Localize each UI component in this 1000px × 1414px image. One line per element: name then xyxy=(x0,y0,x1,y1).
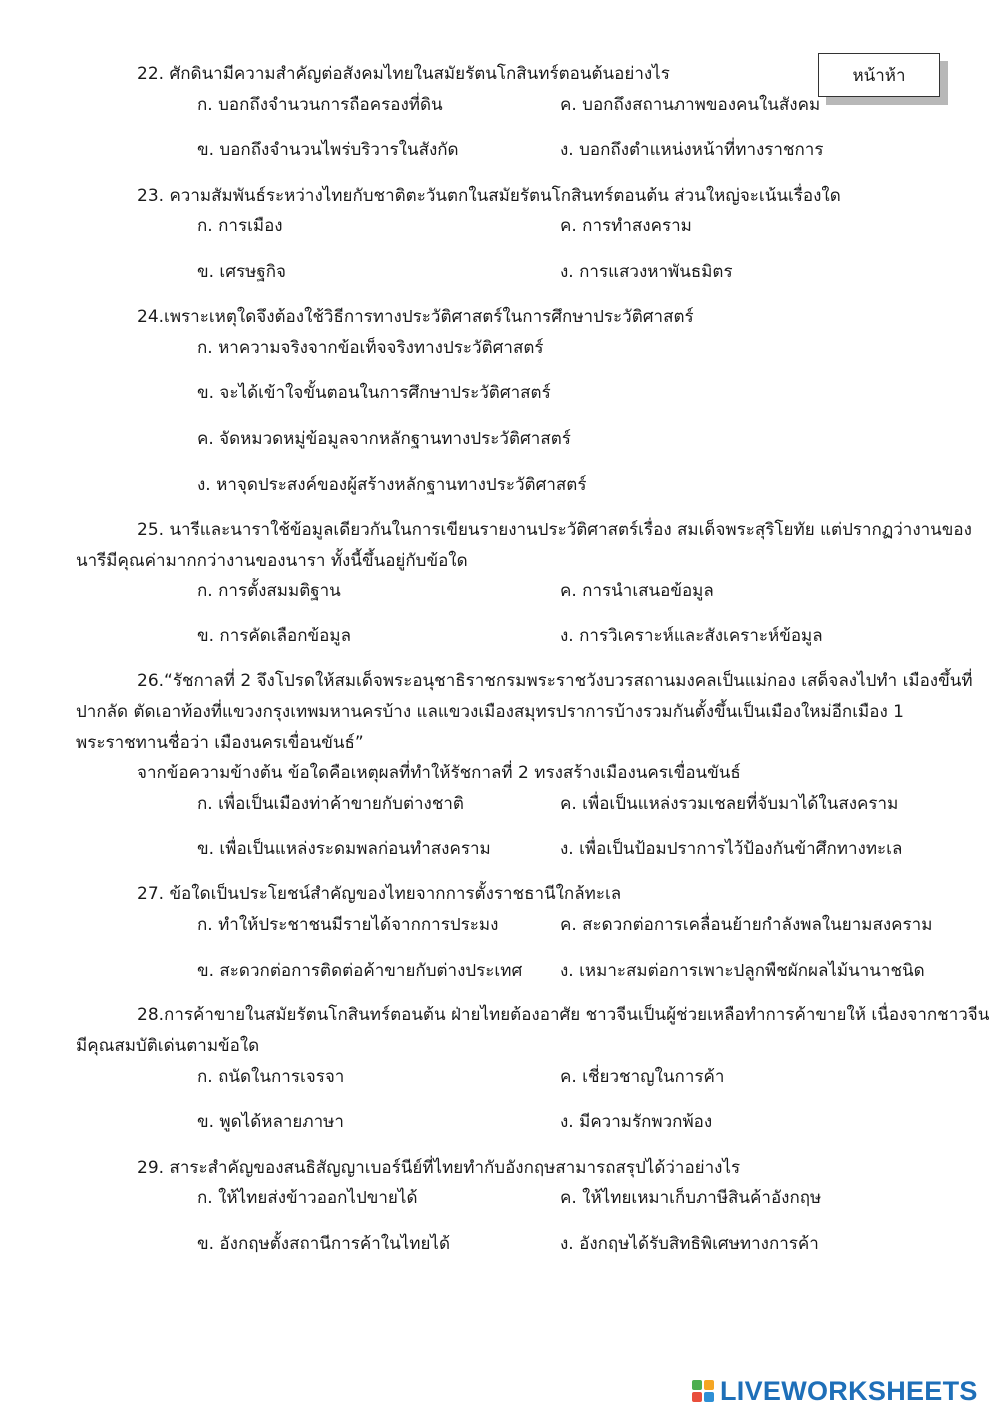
q29-option-d: ง. อังกฤษได้รับสิทธิพิเศษทางการค้า xyxy=(560,1234,819,1254)
question-28-line-1: 28.การค้าขายในสมัยรัตนโกสินทร์ตอนต้น ฝ่ายไทยต้องอาศัย ชาวจีนเป็นผู้ช่วยเหลือทำการค้าขายให้ เนื่องจากชาวจีน xyxy=(137,1005,990,1025)
q24-option-d: ง. หาจุดประสงค์ของผู้สร้างหลักฐานทางประวัติศาสตร์ xyxy=(197,475,587,495)
q23-option-d: ง. การแสวงหาพันธมิตร xyxy=(560,262,733,282)
question-26-line-1: 26.“รัชกาลที่ 2 จึงโปรดให้สมเด็จพระอนุชาธิราชกรมพระราชวังบวรสถานมงคลเป็นแม่กอง เสด็จลงไปทำ เมืองขึ้นที่ xyxy=(137,671,973,691)
q23-option-a: ก. การเมือง xyxy=(197,216,283,236)
q24-option-b: ข. จะได้เข้าใจขั้นตอนในการศึกษาประวัติศาสตร์ xyxy=(197,383,551,403)
q23-option-b: ข. เศรษฐกิจ xyxy=(197,262,287,282)
q22-option-c: ค. บอกถึงสถานภาพของคนในสังคม xyxy=(560,95,821,115)
page-label-box xyxy=(818,53,940,97)
q28-option-d: ง. มีความรักพวกพ้อง xyxy=(560,1112,713,1132)
question-24: 24.เพราะเหตุใดจึงต้องใช้วิธีการทางประวัติศาสตร์ในการศึกษาประวัติศาสตร์ xyxy=(137,307,694,327)
q22-option-a: ก. บอกถึงจำนวนการถือครองที่ดิน xyxy=(197,95,443,115)
q23-option-c: ค. การทำสงคราม xyxy=(560,216,692,236)
question-28-line-2: มีคุณสมบัติเด่นตามข้อใด xyxy=(76,1036,260,1056)
question-26-line-4: จากข้อความข้างต้น ข้อใดคือเหตุผลที่ทำให้รัชกาลที่ 2 ทรงสร้างเมืองนครเขื่อนขันธ์ xyxy=(137,763,741,783)
question-23: 23. ความสัมพันธ์ระหว่างไทยกับชาติตะวันตกในสมัยรัตนโกสินทร์ตอนต้น ส่วนใหญ่จะเน้นเรื่องใด xyxy=(137,186,841,206)
q24-option-a: ก. หาความจริงจากข้อเท็จจริงทางประวัติศาสตร์ xyxy=(197,338,544,358)
question-25-line-2: นารีมีคุณค่ามากกว่างานของนารา ทั้งนี้ขึ้นอยู่กับข้อใด xyxy=(76,551,468,571)
q27-option-b: ข. สะดวกต่อการติดต่อค้าขายกับต่างประเทศ xyxy=(197,961,523,981)
q25-option-b: ข. การคัดเลือกข้อมูล xyxy=(197,626,351,646)
question-26-line-3: พระราชทานชื่อว่า เมืองนครเขื่อนขันธ์” xyxy=(76,733,364,753)
q26-option-d: ง. เพื่อเป็นป้อมปราการไว้ป้องกันข้าศึกทางทะเล xyxy=(560,839,903,859)
q29-option-b: ข. อังกฤษตั้งสถานีการค้าในไทยได้ xyxy=(197,1234,451,1254)
q26-option-c: ค. เพื่อเป็นแหล่งรวมเชลยที่จับมาได้ในสงคราม xyxy=(560,794,899,814)
q28-option-c: ค. เชี่ยวชาญในการค้า xyxy=(560,1067,725,1087)
q22-option-b: ข. บอกถึงจำนวนไพร่บริวารในสังกัด xyxy=(197,140,459,160)
q28-option-a: ก. ถนัดในการเจรจา xyxy=(197,1067,345,1087)
q26-option-a: ก. เพื่อเป็นเมืองท่าค้าขายกับต่างชาติ xyxy=(197,794,464,814)
q28-option-b: ข. พูดได้หลายภาษา xyxy=(197,1112,344,1132)
logo-blocks-icon xyxy=(692,1378,716,1404)
q22-option-d: ง. บอกถึงตำแหน่งหน้าที่ทางราชการ xyxy=(560,140,824,160)
q29-option-c: ค. ให้ไทยเหมาเก็บภาษีสินค้าอังกฤษ xyxy=(560,1188,822,1208)
question-25-line-1: 25. นารีและนาราใช้ข้อมูลเดียวกันในการเขียนรายงานประวัติศาสตร์เรื่อง สมเด็จพระสุริโยทัย แต่ปรากฏว่างานของ xyxy=(137,520,972,540)
q26-option-b: ข. เพื่อเป็นแหล่งระดมพลก่อนทำสงคราม xyxy=(197,839,491,859)
q29-option-a: ก. ให้ไทยส่งข้าวออกไปขายได้ xyxy=(197,1188,418,1208)
q27-option-a: ก. ทำให้ประชาชนมีรายได้จากการประมง xyxy=(197,915,499,935)
question-29: 29. สาระสำคัญของสนธิสัญญาเบอร์นีย์ที่ไทยทำกับอังกฤษสามารถสรุปได้ว่าอย่างไร xyxy=(137,1158,741,1178)
question-26-line-2: ปากลัด ตัดเอาท้องที่แขวงกรุงเทพมหานครบ้าง แลแขวงเมืองสมุทรปราการบ้างรวมกันตั้งขึ้นเป็นเมืองใหม่อีกเมือง 1 xyxy=(76,702,904,722)
q27-option-c: ค. สะดวกต่อการเคลื่อนย้ายกำลังพลในยามสงคราม xyxy=(560,915,933,935)
brand-name: LIVEWORKSHEETS xyxy=(720,1375,978,1406)
q25-option-a: ก. การตั้งสมมติฐาน xyxy=(197,581,341,601)
q25-option-d: ง. การวิเคราะห์และสังเคราะห์ข้อมูล xyxy=(560,626,823,646)
q27-option-d: ง. เหมาะสมต่อการเพาะปลูกพืชผักผลไม้นานาชนิด xyxy=(560,961,925,981)
q25-option-c: ค. การนำเสนอข้อมูล xyxy=(560,581,714,601)
page-label: หน้าห้า xyxy=(852,65,906,86)
liveworksheets-logo xyxy=(692,1374,978,1408)
question-27: 27. ข้อใดเป็นประโยชน์สำคัญของไทยจากการตั้งราชธานีใกล้ทะเล xyxy=(137,884,622,904)
question-22: 22. ศักดินามีความสำคัญต่อสังคมไทยในสมัยรัตนโกสินทร์ตอนต้นอย่างไร xyxy=(137,64,670,84)
q24-option-c: ค. จัดหมวดหมู่ข้อมูลจากหลักฐานทางประวัติศาสตร์ xyxy=(197,429,571,449)
